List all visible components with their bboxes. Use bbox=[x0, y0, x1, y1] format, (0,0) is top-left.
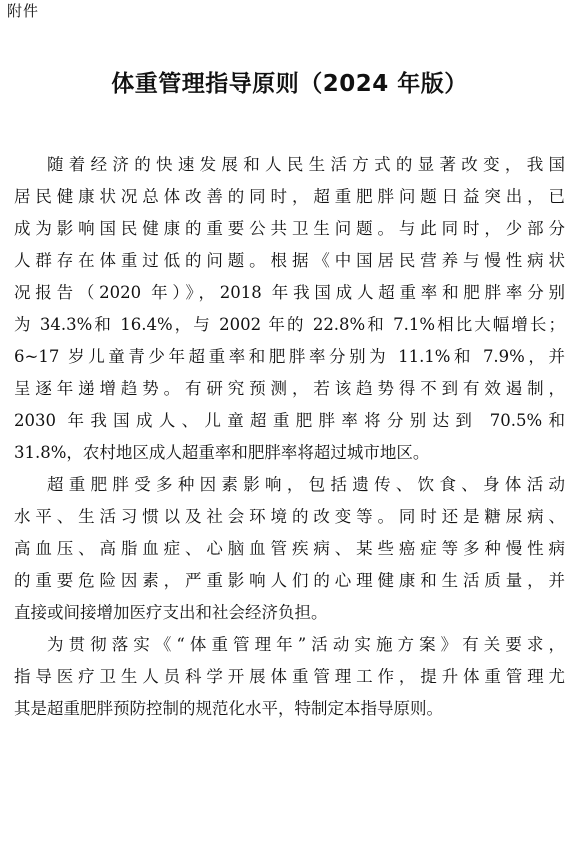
attachment-label: 附件 bbox=[7, 2, 40, 20]
paragraph-1-line: 人群存在体重过低的问题。根据《中国居民营养与慢性病状 bbox=[14, 251, 565, 270]
document-body bbox=[14, 149, 565, 725]
paragraph-2-line: 直接或间接增加医疗支出和社会经济负担。 bbox=[14, 603, 328, 622]
paragraph-1-line: 居民健康状况总体改善的同时，超重肥胖问题日益突出，已 bbox=[14, 187, 565, 206]
paragraph-2-line: 超重肥胖受多种因素影响，包括遗传、饮食、身体活动 bbox=[47, 475, 565, 494]
paragraph-1-line: 2030 年我国成人、儿童超重肥胖率将分别达到 70.5%和 bbox=[14, 411, 565, 430]
paragraph-1-line: 呈逐年递增趋势。有研究预测，若该趋势得不到有效遏制， bbox=[14, 379, 565, 398]
paragraph-1-line: 况报告（2020 年）》，2018 年我国成人超重率和肥胖率分别 bbox=[14, 283, 565, 302]
paragraph-1-line: 成为影响国民健康的重要公共卫生问题。与此同时，少部分 bbox=[14, 219, 565, 238]
paragraph-1-line: 31.8%，农村地区成人超重率和肥胖率将超过城市地区。 bbox=[14, 443, 430, 462]
paragraph-2-line: 高血压、高脂血症、心脑血管疾病、某些癌症等多种慢性病 bbox=[14, 539, 565, 558]
paragraph-3-line: 为贯彻落实《“体重管理年”活动实施方案》有关要求， bbox=[47, 635, 565, 654]
paragraph-2-line: 的重要危险因素，严重影响人们的心理健康和生活质量，并 bbox=[14, 571, 565, 590]
paragraph-1-line: 为 34.3%和 16.4%，与 2002 年的 22.8%和 7.1%相比大幅增长； bbox=[14, 315, 565, 334]
paragraph-3-line: 指导医疗卫生人员科学开展体重管理工作，提升体重管理尤 bbox=[14, 667, 565, 686]
paragraph-1-line: 6~17 岁儿童青少年超重率和肥胖率分别为 11.1%和 7.9%，并 bbox=[14, 347, 565, 366]
paragraph-2-line: 水平、生活习惯以及社会环境的改变等。同时还是糖尿病、 bbox=[14, 507, 565, 526]
paragraph-1-line: 随着经济的快速发展和人民生活方式的显著改变，我国 bbox=[47, 155, 565, 174]
document-title: 体重管理指导原则（2024 年版） bbox=[111, 71, 468, 97]
paragraph-3-line: 其是超重肥胖预防控制的规范化水平，特制定本指导原则。 bbox=[14, 699, 443, 718]
